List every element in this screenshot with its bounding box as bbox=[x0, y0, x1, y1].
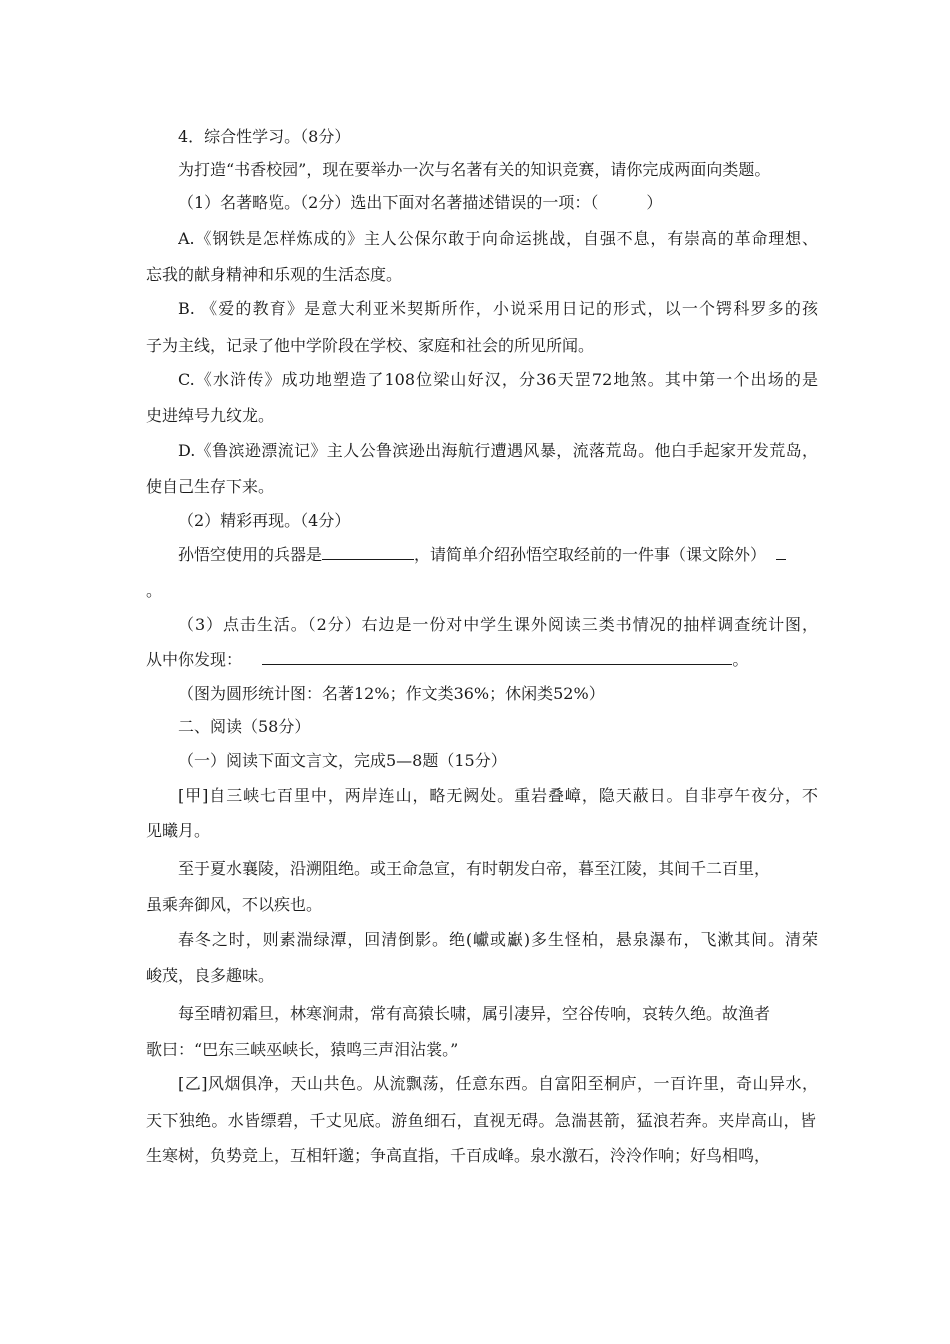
section-2-title: 二、阅读（58分） bbox=[178, 717, 311, 736]
question-4-title: 4．综合性学习。（8分） bbox=[178, 127, 351, 146]
story-answer-blank[interactable] bbox=[776, 545, 786, 560]
question-4-3-line-2 bbox=[146, 649, 816, 671]
question-4-3-text-a: 从中你发现： bbox=[146, 650, 243, 669]
question-4-2-prompt bbox=[178, 544, 818, 566]
option-b-line-1: B. 《爱的教育》是意大利亚米契斯所作，小说采用日记的形式，以一个锷科罗多的孩 bbox=[178, 299, 818, 318]
discovery-answer-blank[interactable] bbox=[262, 650, 732, 665]
option-d-line-1: D.《鲁滨逊漂流记》主人公鲁滨逊出海航行遭遇风暴，流落荒岛。他白手起家开发荒岛， bbox=[178, 441, 818, 460]
option-b-line-2: 子为主线，记录了他中学阶段在学校、家庭和社会的所见所闻。 bbox=[146, 336, 595, 355]
question-4-intro: 为打造“书香校园”，现在要举办一次与名著有关的知识竞赛，请你完成两面向类题。 bbox=[178, 160, 771, 179]
passage-yi-line-1: [乙]风烟俱净，天山共色。从流飘荡，任意东西。自富阳至桐庐，一百许里，奇山异水， bbox=[178, 1074, 818, 1093]
question-4-2-end: 。 bbox=[146, 581, 163, 600]
question-4-1: （1）名著略览。（2分）选出下面对名著描述错误的一项：（ ） bbox=[178, 193, 663, 212]
passage-p3-line-2: 峻茂，良多趣味。 bbox=[146, 966, 275, 985]
question-4-2: （2）精彩再现。（4分） bbox=[178, 511, 351, 530]
passage-yi-line-2: 天下独绝。水皆缥碧，千丈见底。游鱼细石，直视无碍。急湍甚箭，猛浪若奔。夹岸高山，皆 bbox=[146, 1111, 816, 1130]
question-4-2-text-a: 孙悟空使用的兵器是 bbox=[178, 545, 323, 564]
passage-p2-line-1: 至于夏水襄陵，沿溯阻绝。或王命急宣，有时朝发白帝，暮至江陵，其间千二百里， bbox=[178, 859, 771, 878]
section-2-1-title: （一）阅读下面文言文，完成5—8题（15分） bbox=[178, 751, 507, 770]
question-4-3-line-1: （3）点击生活。（2分）右边是一份对中学生课外阅读三类书情况的抽样调查统计图， bbox=[178, 615, 818, 634]
option-c-line-1: C.《水浒传》成功地塑造了108位梁山好汉，分36天罡72地煞。其中第一个出场的是 bbox=[178, 370, 818, 389]
weapon-answer-blank[interactable] bbox=[322, 545, 414, 560]
option-a-line-1: A.《钢铁是怎样炼成的》主人公保尔敢于向命运挑战，自强不息，有崇高的革命理想、 bbox=[178, 229, 818, 248]
option-d-line-2: 使自己生存下来。 bbox=[146, 477, 275, 496]
passage-jia-line-2: 见曦月。 bbox=[146, 821, 211, 840]
passage-jia-line-1: [甲]自三峡七百里中，两岸连山，略无阙处。重岩叠嶂，隐天蔽日。自非亭午夜分，不 bbox=[178, 786, 818, 805]
option-a-line-2: 忘我的献身精神和乐观的生活态度。 bbox=[146, 265, 403, 284]
passage-p4-line-1: 每至晴初霜旦，林寒涧肃，常有高猿长啸，属引凄异，空谷传响，哀转久绝。故渔者 bbox=[178, 1004, 771, 1023]
passage-yi-line-3: 生寒树，负势竞上，互相轩邈；争高直指，千百成峰。泉水激石，泠泠作响；好鸟相鸣， bbox=[146, 1146, 771, 1165]
question-4-3-note: （图为圆形统计图：名著12%；作文类36%；休闲类52%） bbox=[178, 684, 605, 703]
question-4-2-text-b: ，请简单介绍孙悟空取经前的一件事（课文除外） bbox=[414, 545, 767, 564]
passage-p4-line-2: 歌曰：“巴东三峡巫峡长，猿鸣三声泪沾裳。” bbox=[146, 1040, 459, 1059]
passage-p2-line-2: 虽乘奔御风，不以疾也。 bbox=[146, 895, 323, 914]
passage-p3-line-1: 春冬之时，则素湍绿潭，回清倒影。绝(巘或巚)多生怪柏，悬泉瀑布，飞漱其间。清荣 bbox=[178, 930, 818, 949]
question-4-3-text-b: 。 bbox=[732, 650, 749, 669]
option-c-line-2: 史进绰号九纹龙。 bbox=[146, 406, 275, 425]
